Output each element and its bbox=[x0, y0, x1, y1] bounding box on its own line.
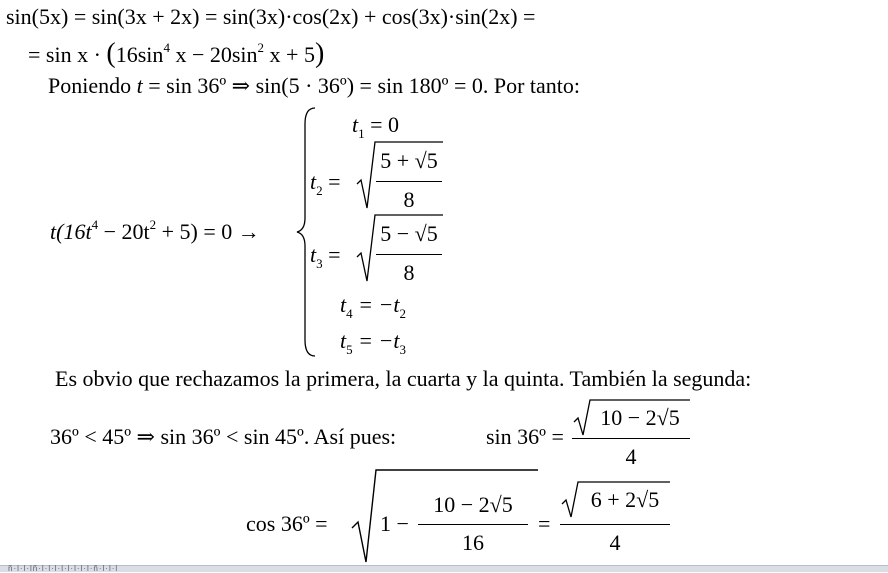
sentence-rechazamos: Es obvio que rechazamos la primera, la cuarta y la quinta. También la segunda: bbox=[55, 366, 752, 391]
cos36-inner-one-minus: 1 − bbox=[380, 511, 409, 536]
cos36-equals: = bbox=[538, 511, 551, 536]
t4-rhs-sub: 2 bbox=[399, 306, 406, 321]
line2-prefix: = sin x · bbox=[28, 42, 101, 67]
t2-numerator: 5 + √5 bbox=[380, 148, 438, 173]
t5-sub: 5 bbox=[346, 342, 353, 357]
t3-denominator: 8 bbox=[403, 260, 415, 285]
sin36-fraction-bar bbox=[572, 438, 690, 439]
curly-brace bbox=[295, 106, 319, 358]
solution-t3-label bbox=[310, 242, 341, 271]
cos36-inner-numerator: 10 − 2√5 bbox=[433, 492, 513, 517]
system-exp-4: 4 bbox=[91, 217, 99, 232]
t2-eq: = bbox=[322, 169, 341, 194]
t3-sub: 3 bbox=[316, 256, 323, 271]
system-exp-2: 2 bbox=[149, 217, 157, 232]
equation-line-2 bbox=[28, 40, 324, 68]
t3-eq: = bbox=[322, 242, 341, 267]
poly-part-a: 16sin bbox=[115, 42, 164, 67]
t3-var: t bbox=[310, 242, 317, 267]
t5-rhs-sub: 3 bbox=[399, 342, 406, 357]
solution-t2-label bbox=[310, 169, 341, 198]
sin36-lhs: sin 36º = bbox=[486, 424, 564, 449]
cos36-inner-denominator: 16 bbox=[462, 530, 484, 555]
cos36-rhs-denominator: 4 bbox=[609, 530, 621, 555]
exp-4: 4 bbox=[163, 40, 170, 55]
solution-t5 bbox=[340, 328, 406, 357]
t3-fraction-bar bbox=[376, 254, 442, 255]
t2-sub: 2 bbox=[316, 183, 323, 198]
system-lhs-a: t(16t bbox=[50, 219, 92, 244]
poniendo-rest: = sin 36º ⇒ sin(5 · 36º) = sin 180º = 0. Por tanto: bbox=[142, 73, 581, 98]
system-lhs bbox=[50, 217, 260, 244]
t5-rhs: = −t bbox=[352, 328, 400, 353]
cos36-inner-fraction-bar bbox=[418, 524, 528, 525]
t1-rhs: = 0 bbox=[364, 112, 400, 137]
cos36-rhs-fraction-bar bbox=[560, 524, 670, 525]
system-lhs-c: + 5) = 0 → bbox=[156, 219, 260, 244]
t4-sub: 4 bbox=[346, 306, 353, 321]
t3-numerator: 5 − √5 bbox=[380, 221, 438, 246]
t1-sub: 1 bbox=[358, 126, 365, 141]
sin5x-expansion: sin(5x) = sin(3x + 2x) = sin(3x)·cos(2x) + cos(3x)·sin(2x) = bbox=[6, 4, 536, 29]
solution-t1 bbox=[352, 112, 400, 141]
poly-part-b: x − 20sin bbox=[169, 42, 258, 67]
big-paren-open: ( bbox=[106, 38, 116, 69]
sin36-denominator: 4 bbox=[625, 444, 637, 469]
t2-denominator: 8 bbox=[403, 187, 415, 212]
ruler-marks: ñ·l·l·lñ·l·l·l·l·l·l·l·l·ñ·l·l·l bbox=[8, 564, 119, 573]
poniendo-text: Poniendo bbox=[48, 73, 137, 98]
t4-var: t bbox=[340, 292, 347, 317]
t5-var: t bbox=[340, 328, 347, 353]
t-variable: t bbox=[136, 73, 143, 98]
cos36-rhs-numerator: 6 + 2√5 bbox=[590, 487, 660, 512]
big-paren-close: ) bbox=[314, 38, 325, 69]
exp-2: 2 bbox=[257, 40, 265, 55]
poly-part-c: x + 5 bbox=[264, 42, 315, 67]
equation-line-1 bbox=[6, 6, 535, 28]
system-lhs-b: − 20t bbox=[98, 219, 150, 244]
t2-var: t bbox=[310, 169, 317, 194]
solution-t4 bbox=[340, 292, 406, 321]
sentence-comparison: 36º < 45º ⇒ sin 36º < sin 45º. Así pues: bbox=[50, 424, 397, 449]
t2-fraction-bar bbox=[376, 181, 442, 182]
cos36-lhs: cos 36º = bbox=[246, 511, 328, 536]
equation-line-3 bbox=[48, 75, 580, 97]
sin36-numerator: 10 − 2√5 bbox=[600, 405, 680, 430]
t1-var: t bbox=[352, 112, 359, 137]
t4-rhs: = −t bbox=[352, 292, 400, 317]
